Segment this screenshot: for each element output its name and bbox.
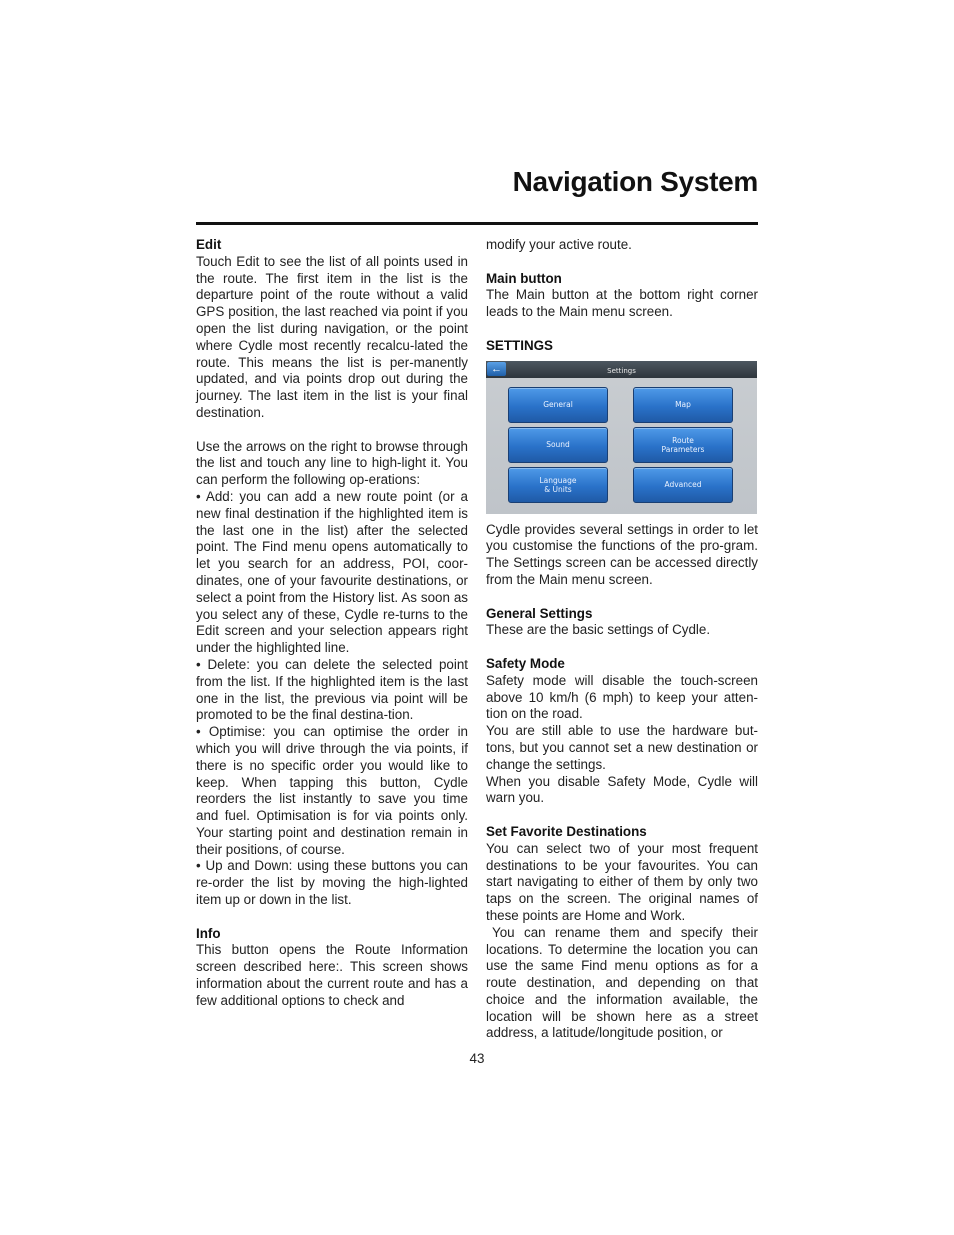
edit-paragraph: Touch Edit to see the list of all points used in the route. The first item in the list is the departure point of the route without a valid GPS position, the last reached via point if you open the list during navigation, or the point where Cydle most recently recalcu-lated the route. This means the list is per-manently updated, and via points drop out during the journey. The last item in the list is your final destination.: [196, 253, 468, 420]
bullet-add: • Add: you can add a new route point (or a new final destination if the highlighted item is the last one in the list) after the selected point. The Find menu opens automatically to let you search for an address, POI, coor-dinates, one of your favourite destinations, or select a point from the History list. As soon as you select any of these, Cydle re-turns to the Edit screen and your selection appears right under the highlighted line.: [196, 488, 468, 656]
sound-button[interactable]: Sound: [508, 427, 608, 463]
settings-screen-title: Settings: [607, 366, 636, 375]
favorite-destinations-paragraph-2: You can rename them and specify their locations. To determine the location you can use the same Find menu options as for a route destination, and depending on that choice and the information available, the location will be shown here as a street address, a latitude/longitude position, or: [486, 924, 758, 1041]
page-title: Navigation System: [512, 166, 758, 197]
favorite-destinations-paragraph-1: You can select two of your most frequent destinations to be your favourites. You can start navigating to either of them by only two taps on the screen. The original names of these points are Home and Work.: [486, 840, 758, 923]
back-arrow-icon[interactable]: ←: [487, 362, 506, 376]
general-settings-heading: General Settings: [486, 605, 593, 621]
favorite-destinations-heading: Set Favorite Destinations: [486, 823, 647, 839]
info-continued: modify your active route.: [486, 237, 632, 252]
main-button-paragraph: The Main button at the bottom right corner leads to the Main menu screen.: [486, 287, 758, 320]
settings-screenshot: [486, 361, 757, 514]
info-paragraph: This button opens the Route Information screen described here:. This screen shows information about the current route and has a few additional options to check and: [196, 942, 468, 1008]
general-settings-paragraph: These are the basic settings of Cydle.: [486, 622, 711, 638]
bullet-delete: • Delete: you can delete the selected point from the list. If the highlighted item is the last one in the list, the previous via point will be promoted to be the final destina-tion.: [196, 656, 468, 723]
right-column: [486, 237, 758, 1042]
settings-screen-header: [486, 361, 757, 378]
safety-mode-heading: Safety Mode: [486, 655, 565, 671]
bullet-up-down: • Up and Down: using these buttons you can re-order the list by moving the high-lighted item up or down in the list.: [196, 858, 468, 908]
info-heading: Info: [196, 925, 221, 941]
browse-paragraph: Use the arrows on the right to browse through the list and touch any line to high-light it. You can perform the following op-erations:: [196, 438, 468, 488]
safety-mode-paragraph-2: You are still able to use the hardware but-tons, but you cannot set a new destination or change the settings.: [486, 723, 758, 772]
bullet-optimise: • Optimise: you can optimise the order in which you will drive through the via points, if there is no specific order you would like to keep. When tapping this button, Cydle reorders the list instantly to save you time and fuel. Optimisation is for via points only. Your starting point and destination remain in their positions, of course.: [196, 724, 468, 857]
settings-paragraph: Cydle provides several settings in order to let you customise the functions of the pro-gram. The Settings screen can be accessed directly from the Main menu screen.: [486, 521, 758, 587]
language-units-button[interactable]: Language & Units: [508, 467, 608, 503]
settings-heading: SETTINGS: [486, 337, 553, 353]
page-number: 43: [469, 1051, 485, 1066]
title-rule: [196, 222, 758, 225]
map-button[interactable]: Map: [633, 387, 733, 423]
general-button[interactable]: General: [508, 387, 608, 423]
advanced-button[interactable]: Advanced: [633, 467, 733, 503]
left-column: [196, 237, 468, 1010]
edit-heading: Edit: [196, 237, 222, 252]
route-parameters-button[interactable]: Route Parameters: [633, 427, 733, 463]
safety-mode-paragraph-3: When you disable Safety Mode, Cydle will warn you.: [486, 773, 758, 806]
safety-mode-paragraph-1: Safety mode will disable the touch-screen above 10 km/h (6 mph) to keep your atten-tion on the road.: [486, 672, 758, 722]
main-button-heading: Main button: [486, 270, 562, 286]
